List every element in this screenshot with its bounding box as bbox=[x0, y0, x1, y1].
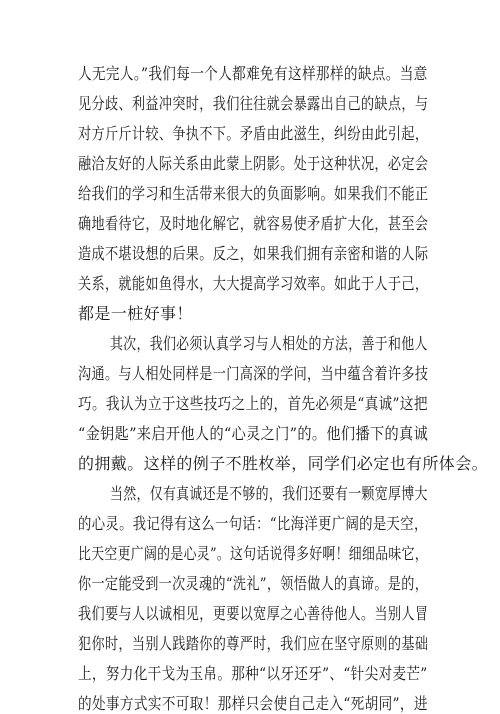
text-line: 确地看待它，及时地化解它，就容易使矛盾扩大化，甚至会 bbox=[78, 214, 429, 233]
text-line: 对方斤斤计较、争执不下。矛盾由此滋生，纠纷由此引起， bbox=[78, 124, 429, 143]
text-line: 给我们的学习和生活带来很大的负面影响。如果我们不能正 bbox=[78, 184, 429, 203]
text-line: “金钥匙”来启开他人的“心灵之门”的。他们播下的真诚 bbox=[78, 424, 429, 443]
text-line: 当然，仅有真诚还是不够的，我们还要有一颗宽厚博大 bbox=[110, 484, 428, 503]
text-line: 上，努力化干戈为玉帛。那种“以牙还牙”、“针尖对麦芒” bbox=[78, 664, 428, 683]
text-line: 巧。我认为立于这些技巧之上的，首先必须是“真诚”这把 bbox=[78, 394, 428, 413]
text-line: 我们要与人以诚相见，更要以宽厚之心善待他人。当别人冒 bbox=[78, 604, 429, 623]
text-line: 关系，就能如鱼得水，大大提高学习效率。如此于人于己， bbox=[78, 274, 429, 293]
text-line: 的心灵。我记得有这么一句话：“比海洋更广阔的是天空， bbox=[78, 514, 428, 533]
text-line: 都是一桩好事！ bbox=[78, 304, 193, 323]
text-line: 造成不堪设想的后果。反之，如果我们拥有亲密和谐的人际 bbox=[78, 244, 429, 263]
text-line: 其次，我们必须认真学习与人相处的方法，善于和他人 bbox=[110, 334, 428, 353]
text-line: 的拥戴。这样的例子不胜枚举，同学们必定也有所体会。 bbox=[78, 454, 489, 473]
text-line: 沟通。与人相处同样是一门高深的学问，当中蕴含着许多技 bbox=[78, 364, 429, 383]
text-line: 犯你时，当别人践踏你的尊严时，我们应在坚守原则的基础 bbox=[78, 634, 429, 653]
text-line: 见分歧、利益冲突时，我们往往就会暴露出自己的缺点，与 bbox=[78, 94, 429, 113]
text-line: 你一定能受到一次灵魂的“洗礼”，领悟做人的真谛。是的， bbox=[78, 574, 429, 593]
text-line: 人无完人。”我们每一个人都难免有这样那样的缺点。当意 bbox=[78, 64, 428, 83]
text-line: 比天空更广阔的是心灵”。这句话说得多好啊！细细品味它， bbox=[78, 544, 428, 563]
text-line: 融洽友好的人际关系由此蒙上阴影。处于这种状况，必定会 bbox=[78, 154, 429, 173]
text-line: 的处事方式实不可取！那样只会使自己走入“死胡同”，进 bbox=[78, 694, 428, 713]
